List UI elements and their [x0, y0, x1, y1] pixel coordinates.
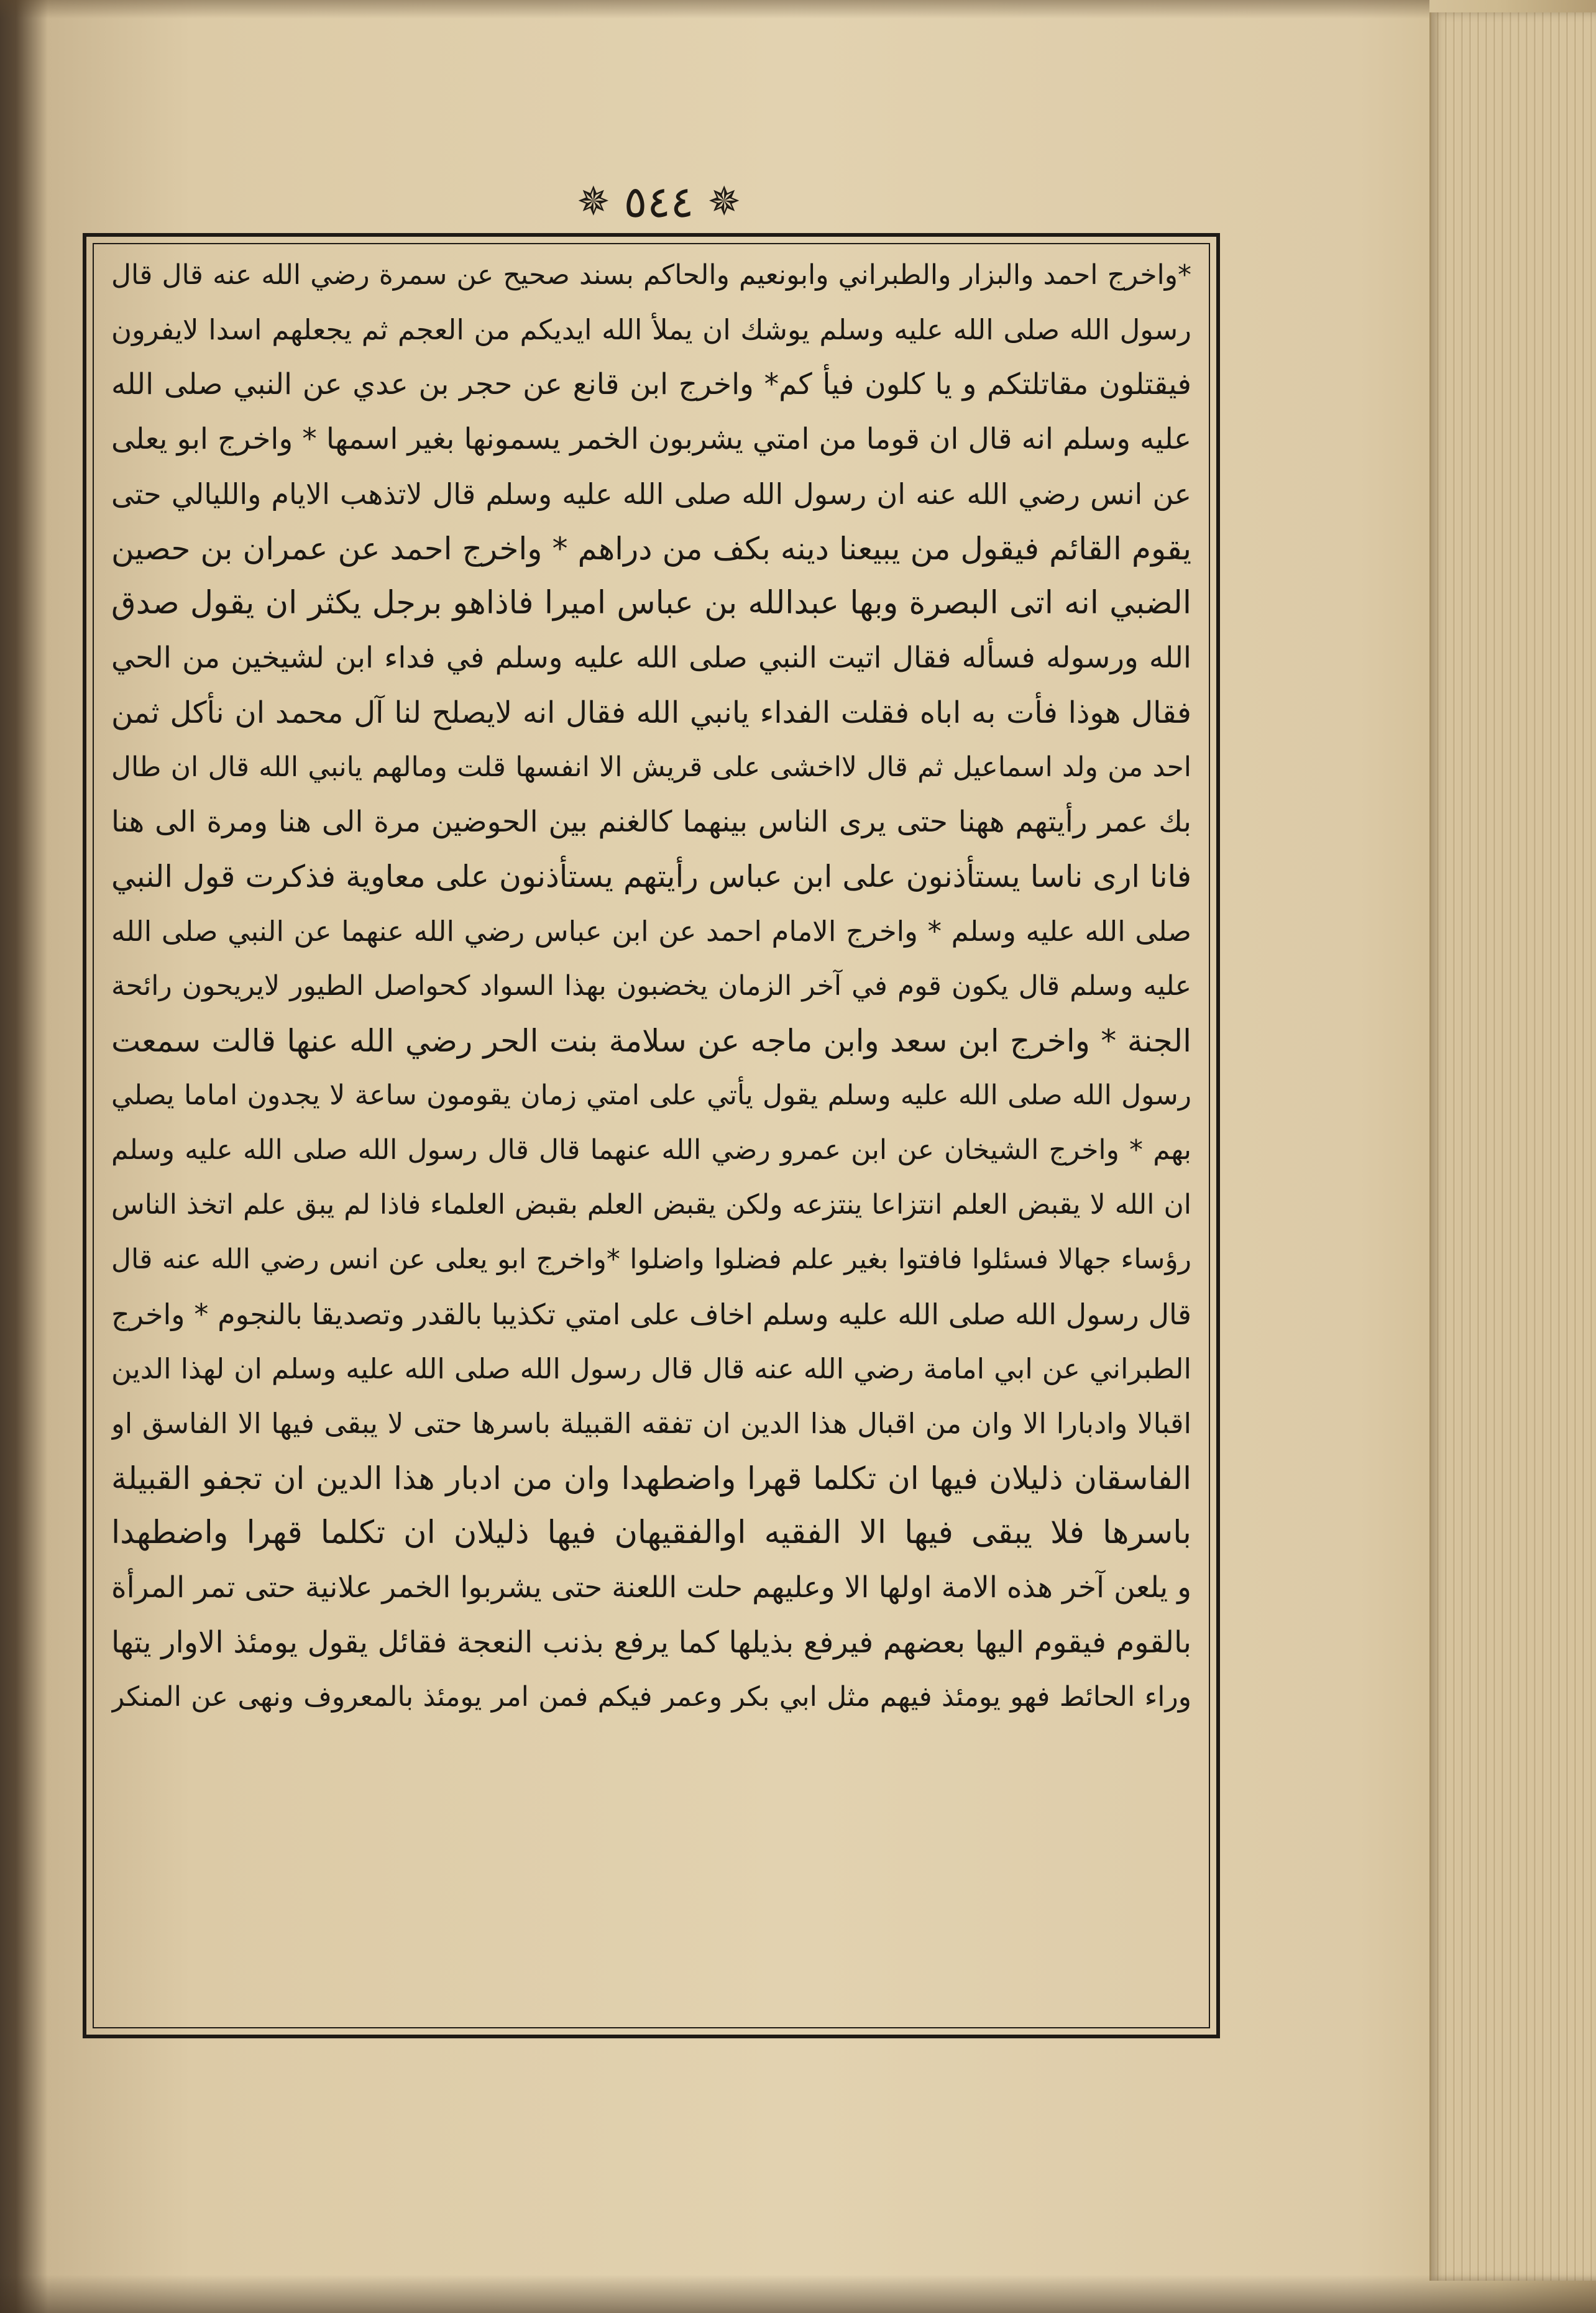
page-top-shadow — [0, 0, 1429, 19]
star-ornament-icon: ✵ — [576, 179, 610, 225]
text-line: الطبراني عن ابي امامة رضي الله عنه قال قال رسول الله صلى الله عليه وسلم ان لهذا الدين — [111, 1352, 1191, 1385]
text-line: فانا ارى ناسا يستأذنون على ابن عباس رأيتهم يستأذنون على معاوية فذكرت قول النبي — [111, 859, 1191, 894]
text-frame — [83, 233, 1220, 2038]
text-line: بهم * واخرج الشيخان عن ابن عمرو رضي الله عنهما قال قال رسول الله صلى الله عليه وسلم — [111, 1134, 1191, 1166]
text-line: رسول الله صلى الله عليه وسلم يقول يأتي على امتي زمان يقومون ساعة لا يجدون اماما يصلي — [111, 1079, 1191, 1111]
text-line: فيقتلون مقاتلتكم و يا كلون فيأ كم* واخرج ابن قانع عن حجر بن عدي عن النبي صلى الله — [111, 367, 1191, 401]
text-line: الجنة * واخرج ابن سعد وابن ماجه عن سلامة بنت الحر رضي الله عنها قالت سمعت — [111, 1023, 1191, 1059]
text-line: رؤساء جهالا فسئلوا فافتوا بغير علم فضلوا واضلوا *واخرج ابو يعلى عن انس رضي الله عنه قال — [111, 1244, 1191, 1275]
text-line: احد من ولد اسماعيل ثم قال لااخشى على قريش الا انفسها قلت ومالهم يانبي الله قال ان طال — [111, 751, 1191, 783]
text-line: *واخرج احمد والبزار والطبراني وابونعيم والحاكم بسند صحيح عن سمرة رضي الله عنه قال قال — [111, 259, 1191, 291]
page-bottom-shadow — [0, 2274, 1596, 2313]
star-ornament-icon: ✵ — [707, 179, 741, 225]
text-line: قال رسول الله صلى الله عليه وسلم اخاف على امتي تكذيبا بالقدر وتصديقا بالنجوم * واخرج — [111, 1298, 1191, 1331]
text-line: عن انس رضي الله عنه ان رسول الله صلى الله عليه وسلم قال لاتذهب الايام والليالي حتى — [111, 477, 1191, 511]
text-line: رسول الله صلى الله عليه وسلم يوشك ان يملأ الله ايديكم من العجم ثم يجعلهم اسدا لايفرون — [111, 313, 1191, 346]
text-line: الضبي انه اتى البصرة وبها عبدالله بن عباس اميرا فاذاهو برجل يكثر ان يقول صدق — [111, 585, 1191, 621]
page-number: ٥٤٤ — [623, 176, 694, 227]
text-line: الفاسقان ذليلان فيها ان تكلما قهرا واضطهدا وان من ادبار هذا الدين ان تجفو القبيلة — [111, 1460, 1191, 1496]
text-line: و يلعن آخر هذه الامة اولها الا وعليهم حلت اللعنة حتى يشربوا الخمر علانية حتى تمر المرأة — [111, 1570, 1191, 1605]
main-text-block — [111, 248, 1191, 1724]
text-line: وراء الحائط فهو يومئذ فيهم مثل ابي بكر وعمر فيكم فمن امر يومئذ بالمعروف ونهى عن المنكر — [111, 1681, 1191, 1713]
text-line: يقوم القائم فيقول من يبيعنا دينه بكف من دراهم * واخرج احمد عن عمران بن حصين — [111, 531, 1191, 567]
text-line: اقبالا وادبارا الا وان من اقبال هذا الدين ان تفقه القبيلة باسرها حتى لا يبقى فيها الا الفاسق او — [111, 1407, 1191, 1440]
text-line: صلى الله عليه وسلم * واخرج الامام احمد عن ابن عباس رضي الله عنهما عن النبي صلى الله — [111, 915, 1191, 948]
text-line: بالقوم فيقوم اليها بعضهم فيرفع بذيلها كما يرفع بذنب النعجة فقائل يقول يومئذ الاوار يتها — [111, 1625, 1191, 1660]
text-line: عليه وسلم انه قال ان قوما من امتي يشربون الخمر يسمونها بغير اسمها * واخرج ابو يعلى — [111, 422, 1191, 456]
text-line: فقال هوذا فأت به اباه فقلت الفداء يانبي الله فقال انه لايصلح لنا آل محمد ان نأكل ثمن — [111, 695, 1191, 730]
text-line: باسرها فلا يبقى فيها الا الفقيه اوالفقيهان فيها ذليلان ان تكلما قهرا واضطهدا — [111, 1514, 1191, 1551]
stacked-page-edges — [1429, 12, 1596, 2281]
text-line: عليه وسلم قال يكون قوم في آخر الزمان يخضبون بهذا السواد كحواصل الطيور لايريحون رائحة — [111, 970, 1191, 1002]
text-line: ان الله لا يقبض العلم انتزاعا ينتزعه ولكن يقبض العلم بقبض العلماء فاذا لم يبق علم اتخذ الناس — [111, 1189, 1191, 1221]
page-header — [534, 168, 783, 236]
text-line: بك عمر رأيتهم ههنا حتى يرى الناس بينهما كالغنم بين الحوضين مرة الى هنا ومرة الى هنا — [111, 805, 1191, 839]
text-line: الله ورسوله فسأله فقال اتيت النبي صلى الله عليه وسلم في فداء ابن لشيخين من الحي — [111, 641, 1191, 675]
